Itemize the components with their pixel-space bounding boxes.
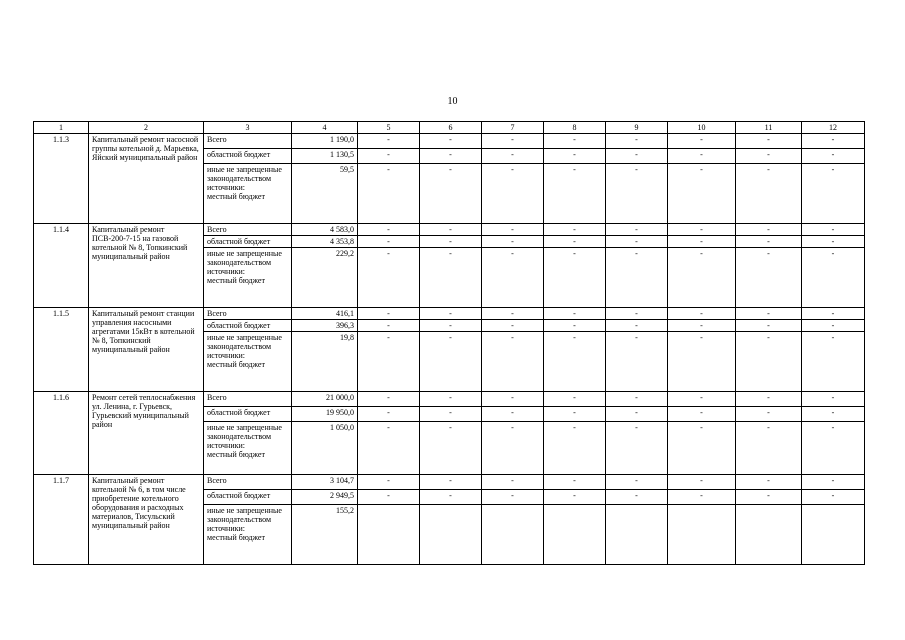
item-name: Капитальный ремонт ПСВ-200-7-15 на газовой котельной № 8, Топкинский муниципальный район	[89, 224, 204, 308]
empty-value: -	[606, 149, 668, 164]
funding-total-value: 21 000,0	[292, 392, 358, 407]
funding-source-label: областной бюджет	[204, 490, 292, 505]
empty-value	[358, 505, 420, 565]
empty-value: -	[802, 475, 865, 490]
empty-value: -	[736, 422, 802, 475]
empty-value: -	[668, 422, 736, 475]
empty-value: -	[420, 224, 482, 236]
empty-value: -	[606, 134, 668, 149]
empty-value: -	[668, 308, 736, 320]
empty-value: -	[544, 320, 606, 332]
empty-value: -	[482, 149, 544, 164]
empty-value: -	[544, 422, 606, 475]
empty-value: -	[802, 236, 865, 248]
table-body	[34, 134, 865, 565]
empty-value: -	[482, 134, 544, 149]
item-number: 1.1.4	[34, 224, 89, 308]
funding-regional-value: 4 353,8	[292, 236, 358, 248]
empty-value: -	[482, 422, 544, 475]
empty-value: -	[482, 164, 544, 224]
item-name: Капитальный ремонт насосной группы котельной д. Марьевка, Яйский муниципальный район	[89, 134, 204, 224]
empty-value: -	[420, 407, 482, 422]
empty-value: -	[802, 320, 865, 332]
empty-value: -	[802, 224, 865, 236]
empty-value: -	[736, 407, 802, 422]
col-header: 8	[544, 122, 606, 134]
empty-value: -	[544, 164, 606, 224]
empty-value: -	[544, 332, 606, 392]
other-sources-label: иные не запрещенные законодательством источники:	[207, 249, 282, 276]
empty-value: -	[606, 475, 668, 490]
table-row	[34, 224, 865, 236]
empty-value: -	[606, 164, 668, 224]
local-budget-label: местный бюджет	[207, 360, 265, 369]
col-header: 6	[420, 122, 482, 134]
empty-value	[544, 505, 606, 565]
funding-regional-value: 2 949,5	[292, 490, 358, 505]
empty-value: -	[420, 332, 482, 392]
empty-value: -	[420, 475, 482, 490]
col-header: 9	[606, 122, 668, 134]
empty-value	[420, 505, 482, 565]
empty-value: -	[482, 475, 544, 490]
empty-value: -	[668, 490, 736, 505]
empty-value: -	[736, 236, 802, 248]
empty-value: -	[736, 332, 802, 392]
empty-value: -	[802, 422, 865, 475]
empty-value: -	[420, 392, 482, 407]
empty-value: -	[544, 392, 606, 407]
funding-source-label	[204, 505, 292, 565]
funding-source-label: областной бюджет	[204, 407, 292, 422]
item-number: 1.1.7	[34, 475, 89, 565]
table-row	[34, 475, 865, 490]
empty-value: -	[358, 164, 420, 224]
other-sources-label: иные не запрещенные законодательством источники:	[207, 165, 282, 192]
funding-regional-value: 19 950,0	[292, 407, 358, 422]
empty-value: -	[358, 149, 420, 164]
funding-source-label	[204, 422, 292, 475]
empty-value: -	[736, 149, 802, 164]
funding-source-label	[204, 164, 292, 224]
empty-value: -	[482, 407, 544, 422]
empty-value: -	[668, 134, 736, 149]
empty-value: -	[606, 407, 668, 422]
empty-value: -	[358, 320, 420, 332]
item-number: 1.1.3	[34, 134, 89, 224]
funding-total-value: 3 104,7	[292, 475, 358, 490]
empty-value: -	[668, 475, 736, 490]
funding-local-value: 155,2	[292, 505, 358, 565]
funding-local-value: 1 050,0	[292, 422, 358, 475]
col-header: 11	[736, 122, 802, 134]
other-sources-label: иные не запрещенные законодательством источники:	[207, 506, 282, 533]
empty-value: -	[736, 320, 802, 332]
funding-regional-value: 1 130,5	[292, 149, 358, 164]
empty-value: -	[482, 248, 544, 308]
table-row	[34, 308, 865, 320]
empty-value: -	[736, 308, 802, 320]
empty-value: -	[358, 134, 420, 149]
empty-value: -	[420, 308, 482, 320]
empty-value: -	[802, 149, 865, 164]
empty-value: -	[544, 134, 606, 149]
empty-value: -	[420, 248, 482, 308]
col-header: 7	[482, 122, 544, 134]
empty-value: -	[606, 236, 668, 248]
col-header: 12	[802, 122, 865, 134]
empty-value: -	[420, 164, 482, 224]
empty-value: -	[358, 308, 420, 320]
empty-value: -	[802, 134, 865, 149]
empty-value: -	[482, 490, 544, 505]
col-header: 1	[34, 122, 89, 134]
empty-value: -	[482, 332, 544, 392]
empty-value: -	[358, 392, 420, 407]
empty-value: -	[668, 248, 736, 308]
local-budget-label: местный бюджет	[207, 192, 265, 201]
other-sources-label: иные не запрещенные законодательством источники:	[207, 423, 282, 450]
empty-value: -	[544, 308, 606, 320]
empty-value: -	[544, 490, 606, 505]
empty-value: -	[358, 475, 420, 490]
funding-source-label: Всего	[204, 392, 292, 407]
empty-value: -	[544, 407, 606, 422]
empty-value: -	[736, 475, 802, 490]
table-row	[34, 392, 865, 407]
funding-source-label: областной бюджет	[204, 149, 292, 164]
budget-table	[33, 121, 865, 565]
funding-regional-value: 396,3	[292, 320, 358, 332]
empty-value: -	[668, 392, 736, 407]
empty-value: -	[606, 422, 668, 475]
funding-total-value: 4 583,0	[292, 224, 358, 236]
funding-source-label: Всего	[204, 308, 292, 320]
empty-value: -	[668, 224, 736, 236]
empty-value: -	[606, 392, 668, 407]
empty-value: -	[482, 308, 544, 320]
empty-value: -	[802, 248, 865, 308]
empty-value: -	[736, 248, 802, 308]
empty-value: -	[544, 248, 606, 308]
col-header: 2	[89, 122, 204, 134]
empty-value: -	[606, 490, 668, 505]
empty-value: -	[668, 149, 736, 164]
empty-value: -	[482, 392, 544, 407]
funding-source-label: Всего	[204, 224, 292, 236]
funding-local-value: 59,5	[292, 164, 358, 224]
empty-value: -	[802, 164, 865, 224]
empty-value: -	[544, 236, 606, 248]
funding-total-value: 1 190,0	[292, 134, 358, 149]
empty-value: -	[482, 224, 544, 236]
col-header: 3	[204, 122, 292, 134]
empty-value: -	[482, 320, 544, 332]
empty-value	[802, 505, 865, 565]
funding-source-label: областной бюджет	[204, 236, 292, 248]
empty-value	[736, 505, 802, 565]
empty-value: -	[358, 422, 420, 475]
funding-source-label: Всего	[204, 134, 292, 149]
empty-value: -	[420, 149, 482, 164]
empty-value: -	[802, 392, 865, 407]
empty-value: -	[420, 320, 482, 332]
empty-value: -	[802, 332, 865, 392]
empty-value: -	[668, 164, 736, 224]
empty-value: -	[544, 475, 606, 490]
empty-value: -	[668, 320, 736, 332]
item-name: Капитальный ремонт котельной № 6, в том числе приобретение котельного оборудования и расходных материалов, Тисульский муниципальный район	[89, 475, 204, 565]
item-number: 1.1.5	[34, 308, 89, 392]
empty-value: -	[606, 248, 668, 308]
empty-value: -	[420, 236, 482, 248]
empty-value: -	[736, 490, 802, 505]
funding-source-label	[204, 332, 292, 392]
empty-value	[668, 505, 736, 565]
empty-value: -	[736, 164, 802, 224]
local-budget-label: местный бюджет	[207, 276, 265, 285]
empty-value	[482, 505, 544, 565]
header-row	[34, 122, 865, 134]
funding-source-label: областной бюджет	[204, 320, 292, 332]
empty-value: -	[544, 149, 606, 164]
empty-value: -	[736, 134, 802, 149]
funding-source-label	[204, 248, 292, 308]
empty-value: -	[668, 407, 736, 422]
empty-value: -	[668, 236, 736, 248]
empty-value: -	[802, 308, 865, 320]
empty-value: -	[606, 308, 668, 320]
empty-value: -	[420, 422, 482, 475]
empty-value: -	[606, 320, 668, 332]
empty-value: -	[358, 407, 420, 422]
item-name: Капитальный ремонт станции управления насосными агрегатами 15кВт в котельной № 8, Топкинский муниципальный район	[89, 308, 204, 392]
funding-total-value: 416,1	[292, 308, 358, 320]
funding-local-value: 229,2	[292, 248, 358, 308]
empty-value: -	[420, 490, 482, 505]
empty-value: -	[544, 224, 606, 236]
col-header: 10	[668, 122, 736, 134]
empty-value: -	[802, 407, 865, 422]
item-name: Ремонт сетей теплоснабжения ул. Ленина, г. Гурьевск, Гурьевский муниципальный район	[89, 392, 204, 475]
empty-value: -	[420, 134, 482, 149]
empty-value: -	[802, 490, 865, 505]
other-sources-label: иные не запрещенные законодательством источники:	[207, 333, 282, 360]
local-budget-label: местный бюджет	[207, 533, 265, 542]
funding-source-label: Всего	[204, 475, 292, 490]
empty-value	[606, 505, 668, 565]
empty-value: -	[358, 332, 420, 392]
empty-value: -	[358, 236, 420, 248]
empty-value: -	[358, 248, 420, 308]
empty-value: -	[482, 236, 544, 248]
table-row	[34, 134, 865, 149]
empty-value: -	[358, 224, 420, 236]
empty-value: -	[606, 224, 668, 236]
empty-value: -	[358, 490, 420, 505]
empty-value: -	[668, 332, 736, 392]
funding-local-value: 19,8	[292, 332, 358, 392]
col-header: 5	[358, 122, 420, 134]
empty-value: -	[736, 392, 802, 407]
local-budget-label: местный бюджет	[207, 450, 265, 459]
empty-value: -	[606, 332, 668, 392]
item-number: 1.1.6	[34, 392, 89, 475]
empty-value: -	[736, 224, 802, 236]
col-header: 4	[292, 122, 358, 134]
page-number: 10	[447, 96, 458, 107]
